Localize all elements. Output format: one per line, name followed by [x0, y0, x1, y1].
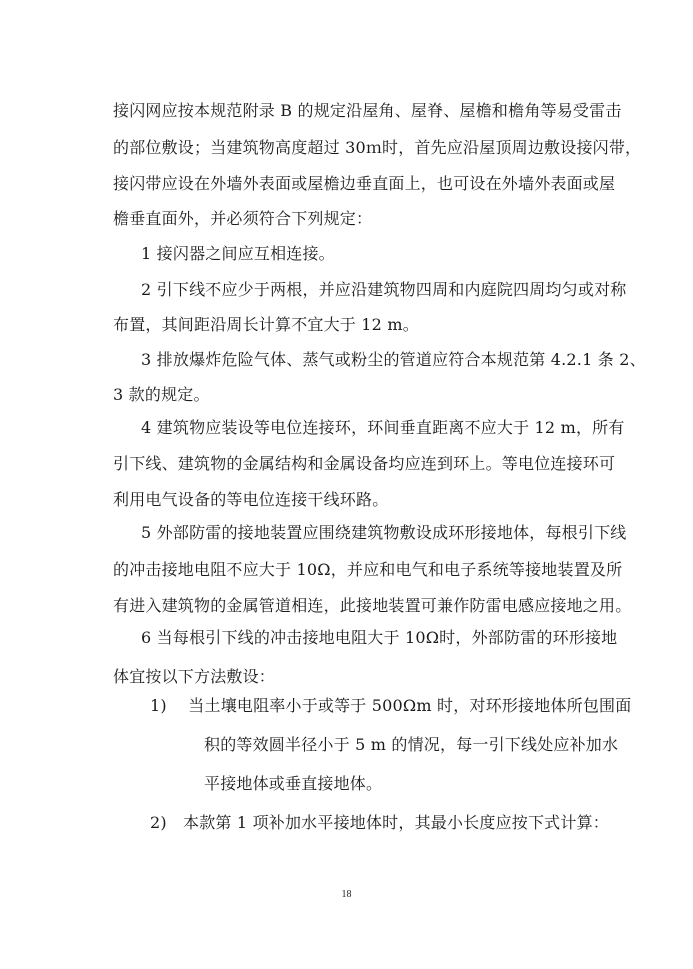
- text-line-3: 接闪带应设在外墙外表面或屋檐边垂直面上，也可设在外墙外表面或屋: [113, 174, 616, 193]
- clause-2-line-1: 2 引下线不应少于两根，并应沿建筑物四周和内庭院四周均匀或对称: [141, 280, 627, 299]
- text-line-1: 接闪网应按本规范附录 B 的规定沿屋角、屋脊、屋檐和檐角等易受雷击: [113, 101, 622, 120]
- clause-5-line-1: 5 外部防雷的接地装置应围绕建筑物敷设成环形接地体，每根引下线: [141, 523, 627, 542]
- clause-2-line-2: 布置，其间距沿周长计算不宜大于 12 m。: [113, 315, 419, 334]
- clause-6-line-2: 体宜按以下方法敷设：: [113, 667, 276, 686]
- clause-5-line-3: 有进入建筑物的金属管道相连，此接地装置可兼作防雷电感应接地之用。: [113, 596, 632, 615]
- text-line-4: 檐垂直面外，并必须符合下列规定：: [113, 209, 373, 228]
- item-1-line-3: 平接地体或垂直接地体。: [204, 774, 383, 793]
- page-number: 18: [341, 889, 352, 900]
- clause-3-line-1: 3 排放爆炸危险气体、蒸气或粉尘的管道应符合本规范第 4.2.1 条 2、: [141, 350, 646, 369]
- text-line-2: 的部位敷设；当建筑物高度超过 30ｍ时，首先应沿屋顶周边敷设接闪带，: [113, 138, 642, 157]
- clause-3-line-2: 3 款的规定。: [113, 385, 210, 404]
- item-2-line-1: 2) 本款第 1 项补加水平接地体时，其最小长度应按下式计算：: [150, 813, 609, 832]
- clause-4-line-1: 4 建筑物应装设等电位连接环，环间垂直距离不应大于 12 m，所有: [141, 418, 625, 437]
- item-1-line-1: 1) 当土壤电阻率小于或等于 500Ωm 时，对环形接地体所包围面: [150, 696, 632, 715]
- clause-5-line-2: 的冲击接地电阻不应大于 10Ω，并应和电气和电子系统等接地装置及所: [113, 560, 623, 579]
- clause-1: 1 接闪器之间应互相连接。: [141, 244, 335, 263]
- clause-6-line-1: 6 当每根引下线的冲击接地电阻大于 10Ω时，外部防雷的环形接地: [141, 628, 618, 647]
- item-1-line-2: 积的等效圆半径小于 5 m 的情况，每一引下线处应补加水: [204, 735, 619, 754]
- clause-4-line-3: 利用电气设备的等电位连接干线环路。: [113, 490, 389, 509]
- clause-4-line-2: 引下线、建筑物的金属结构和金属设备均应连到环上。等电位连接环可: [113, 454, 616, 473]
